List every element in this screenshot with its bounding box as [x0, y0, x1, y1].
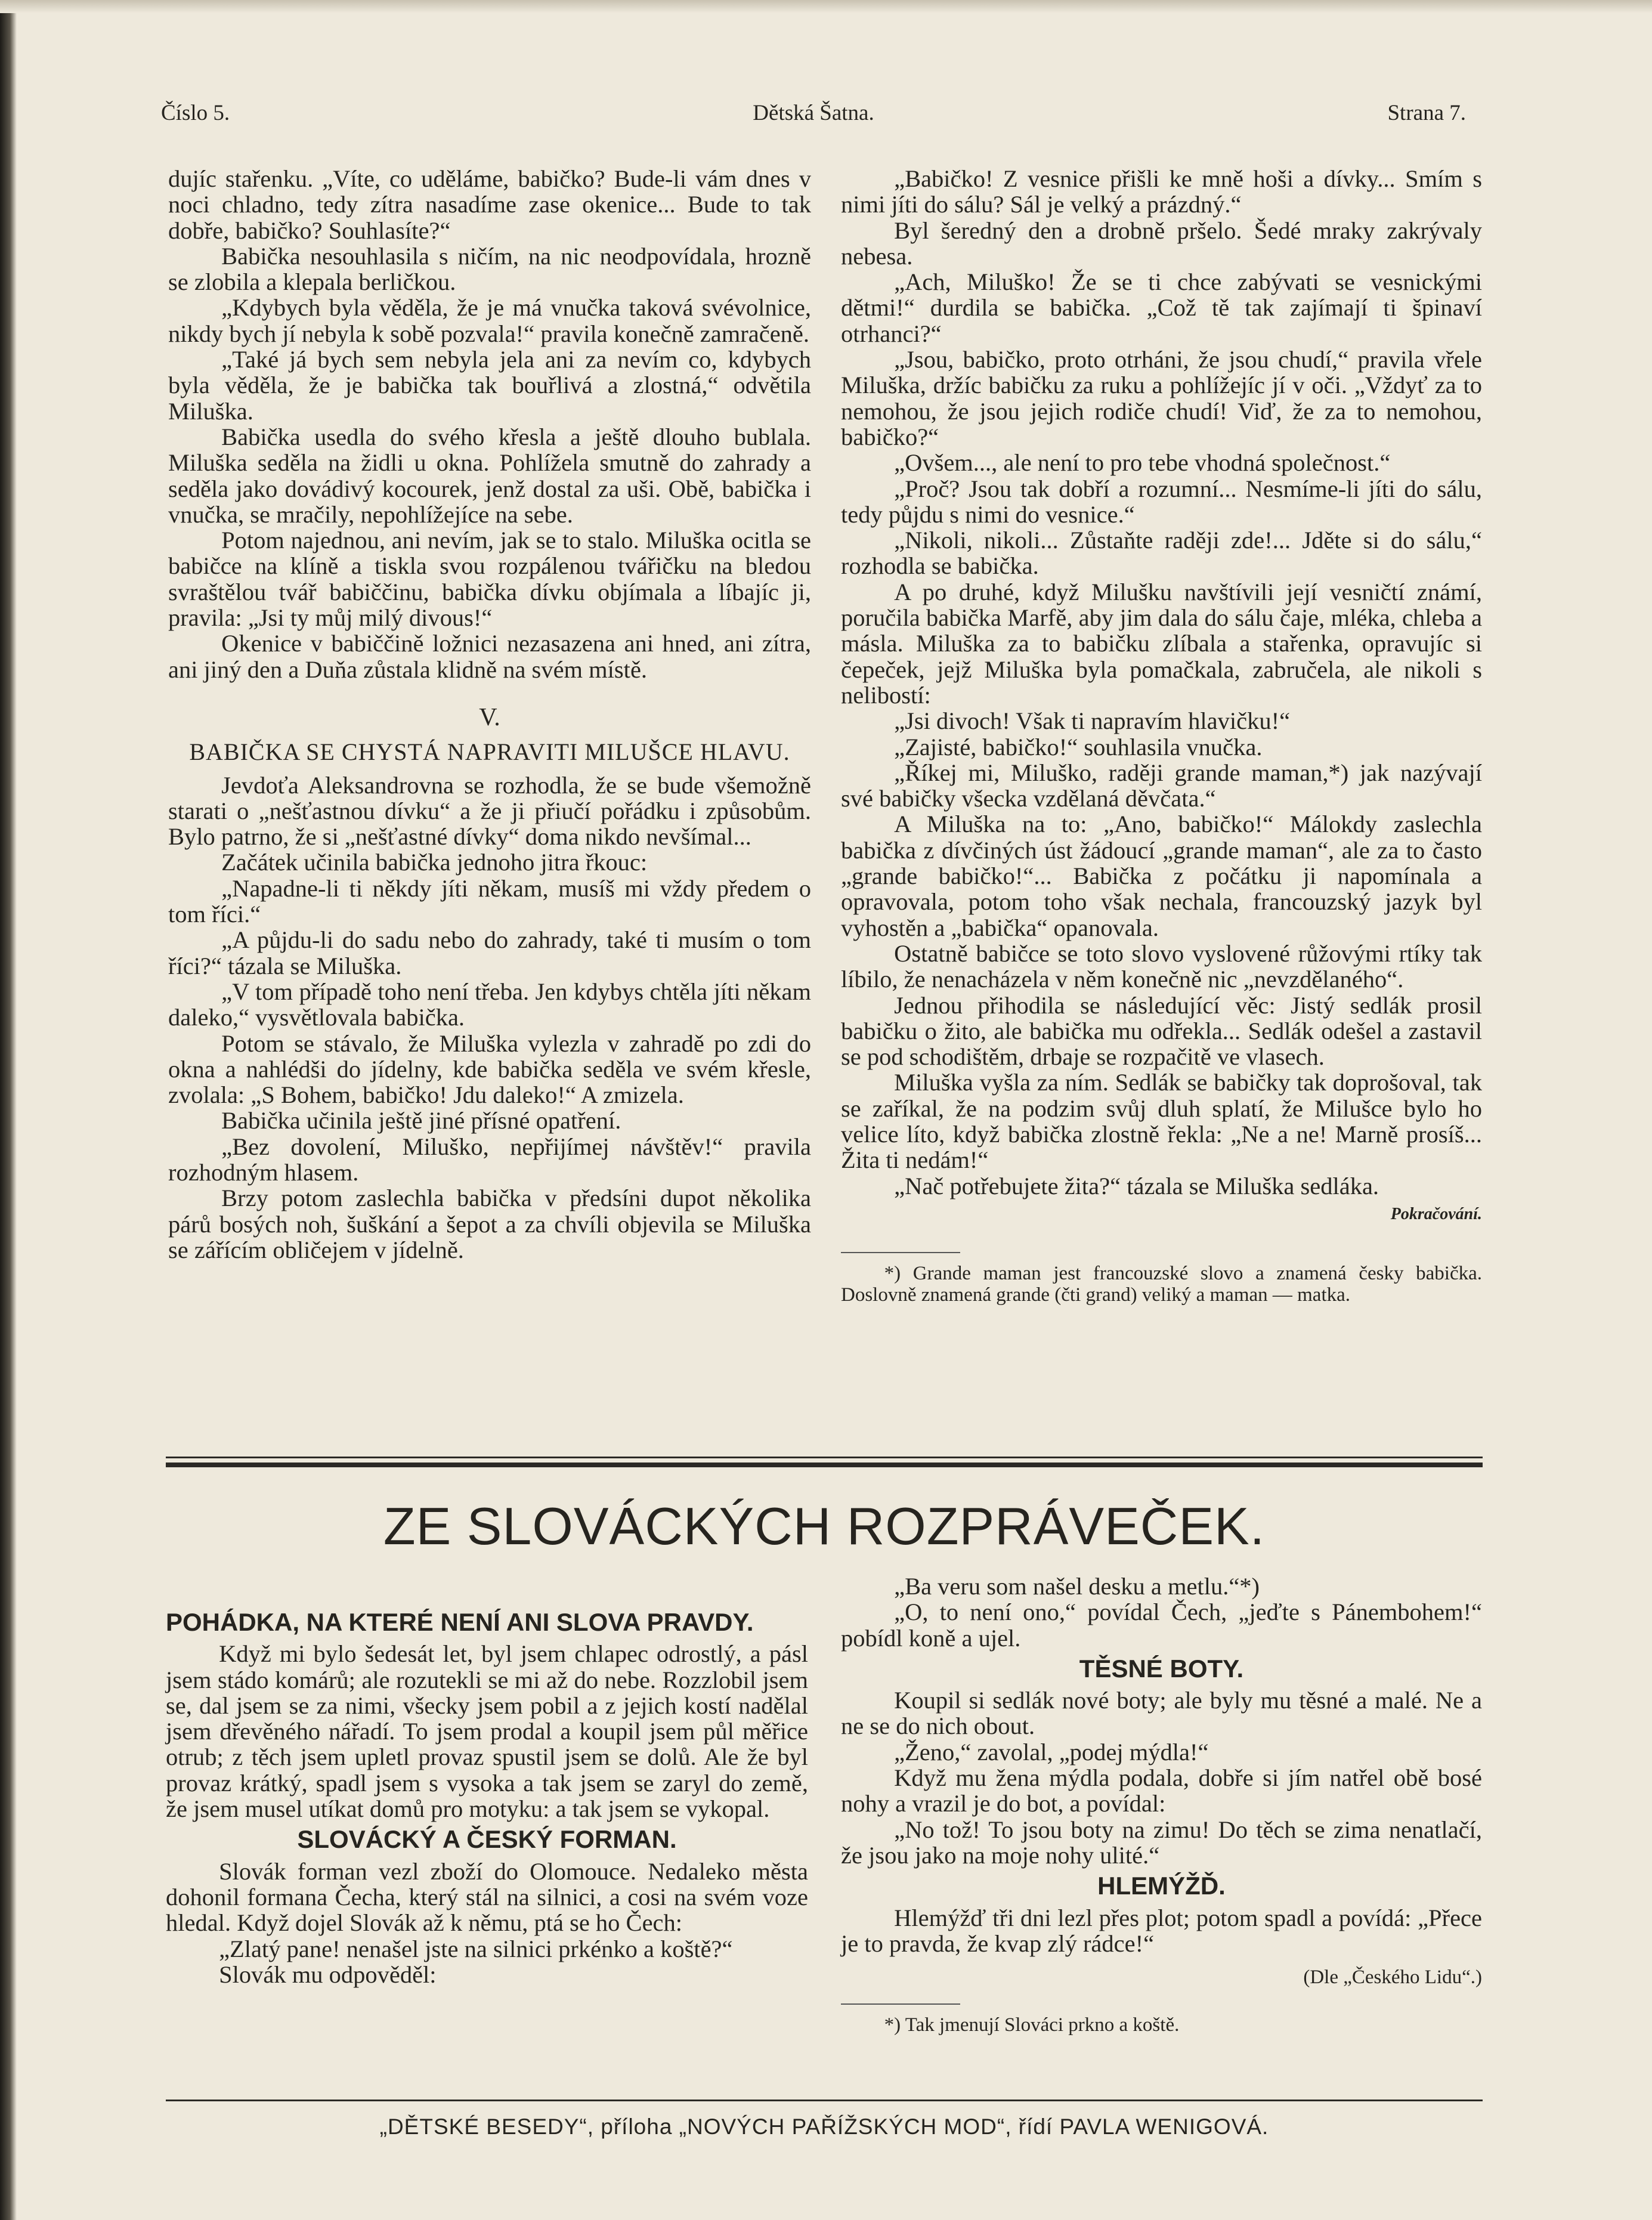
paragraph: „Říkej mi, Miluško, raději grande maman,*) jak nazývají své babičky všecka vzdělaná děvčata.“	[841, 759, 1482, 812]
paragraph: „Ženo,“ zavolal, „podej mýdla!“	[894, 1738, 1209, 1766]
paragraph: Začátek učinila babička jednoho jitra řkouc:	[221, 849, 648, 876]
paragraph: „O, to není ono,“ povídal Čech, „jeďte s Pánembohem!“ pobídl koně a ujel.	[841, 1598, 1482, 1652]
paragraph: dujíc stařenku. „Víte, co uděláme, babičko? Bude-li vám dnes v noci chladno, tedy zítra nasadíme zase okenice... Bude to tak dobře, babičko? Souhlasíte?“	[168, 165, 811, 244]
footer-divider	[166, 2100, 1483, 2101]
paragraph: Potom se stávalo, že Miluška vylezla v zahradě po zdi do okna a nahlédši do jídelny, kde babička seděla ve svém křesle, zvolala: „S Bohem, babičko! Jdu daleko!“ A zmizela.	[168, 1029, 811, 1109]
paragraph: Jevdoťa Aleksandrovna se rozhodla, že se bude všemožně starati o „nešťastnou dívku“ a že ji přiučí pořádku i způsobům. Bylo patrno, že si „nešťastné dívky“ doma nikdo nevšímal...	[168, 771, 811, 851]
paragraph: Babička nesouhlasila s ničím, na nic neodpovídala, hrozně se zlobila a klepala berličkou.	[168, 242, 811, 296]
chapter-title: BABIČKA SE CHYSTÁ NAPRAVITI MILUŠCE HLAVU.	[189, 738, 790, 766]
paragraph: „Ach, Miluško! Že se ti chce zabývati se vesnickými dětmi!“ durdila se babička. „Což tě tak zajímají ti špinaví otrhanci?“	[841, 268, 1482, 347]
paragraph: A Miluška na to: „Ano, babičko!“ Málokdy zaslechla babička z dívčiných úst žádoucí „grande maman“, ale za to často „grande babičko!“... Babička z počátku ji napomínala a opravovala, potom toho však nechala, francouzský jazyk byl vyhostěn a „babička“ opanovala.	[841, 811, 1482, 941]
paragraph: „Ba veru som našel desku a metlu.“*)	[894, 1573, 1260, 1600]
section-divider	[166, 1457, 1483, 1458]
footnote: *) Tak jmenují Slováci prkno a koště.	[884, 2014, 1180, 2036]
header-title: Dětská Šatna.	[753, 101, 874, 125]
paragraph: Okenice v babiččině ložnici nezasazena ani hned, ani zítra, ani jiný den a Duňa zůstala klidně na svém místě.	[168, 630, 811, 683]
page-top-edge	[0, 0, 1652, 13]
paragraph: „Také já bych sem nebyla jela ani za nevím co, kdybych byla věděla, že je babička tak bouřlivá a zlostná,“ odvětila Miluška.	[168, 346, 811, 425]
paragraph: Když mu žena mýdla podala, dobře si jím natřel obě bosé nohy a vrazil je do bot, a povídal:	[841, 1764, 1482, 1817]
paragraph: Koupil si sedlák nové boty; ale byly mu těsné a malé. Ne a ne se do nich obout.	[841, 1687, 1482, 1740]
paragraph: Babička učinila ještě jiné přísné opatření.	[221, 1107, 621, 1134]
footnote-rule	[841, 1252, 960, 1253]
paragraph: „Jsi divoch! Však ti napravím hlavičku!“	[894, 707, 1291, 735]
paragraph: Potom najednou, ani nevím, jak se to stalo. Miluška ocitla se babičce na klíně a tiskla svou rozpálenou tvářičku na bledou svraštělou tvář babiččinu, babička dívku objímala a líbajíc ji, pravila: „Jsi ty můj milý divous!“	[168, 527, 811, 632]
paragraph: „Zlatý pane! nenašel jste na silnici prkénko a koště?“	[219, 1935, 733, 1962]
paragraph: A po druhé, když Milušku navštívili její vesničtí známí, poručila babička Marfě, aby jim dala do sálu čaje, mléka, chleba a másla. Miluška za to babičku zlíbala a stařenka, opravujíc si čepeček, jejž Miluška byla pomačkala, zabručela, ale nikoli s nelibostí:	[841, 578, 1482, 709]
source-credit: (Dle „Českého Lidu“.)	[1303, 1967, 1482, 1989]
story-title: SLOVÁCKÝ A ČESKÝ FORMAN.	[297, 1825, 677, 1854]
section-divider	[166, 1463, 1483, 1467]
page-edge	[0, 0, 17, 2220]
running-header	[161, 100, 1466, 136]
stories-column-right	[841, 1573, 1482, 2036]
paragraph: „Jsou, babičko, proto otrháni, že jsou chudí,“ pravila vřele Miluška, držíc babičku za ruku a pohlížejíc jí v oči. „Vždyť za to nemohou, že jsou jejich rodiče chudí! Viď, že za to nemohou, babičko?“	[841, 346, 1482, 450]
paragraph: „Ovšem..., ale není to pro tebe vhodná společnost.“	[894, 449, 1391, 477]
paragraph: Jednou přihodila se následující věc: Jistý sedlák prosil babičku o žito, ale babička mu odřekla... Sedlák odešel a zastavil se pod schodištěm, drbaje se rozpačitě ve vlasech.	[841, 991, 1482, 1071]
footnote-rule	[841, 2003, 960, 2005]
paragraph: Slovák mu odpověděl:	[219, 1961, 437, 1988]
story-title: TĚSNÉ BOTY.	[1079, 1654, 1244, 1683]
chapter-number: V.	[479, 703, 500, 731]
continued-note: Pokračování.	[1390, 1204, 1482, 1223]
paragraph: Ostatně babičce se toto slovo vyslovené růžovými rtíky tak líbilo, že nenacházela v něm konečně nic „nevzdělaného“.	[841, 939, 1482, 993]
paragraph: Hlemýžď tři dni lezl přes plot; potom spadl a povídá: „Přece je to pravda, že kvap zlý rádce!“	[841, 1904, 1482, 1957]
paragraph: Babička usedla do svého křesla a ještě dlouho bublala. Miluška seděla na židli u okna. Pohlížela smutně do zahrady a seděla jako dovádivý kocourek, jenž dostal za uši. Obě, babička i vnučka, se mračily, nepohlížejíce na sebe.	[168, 423, 811, 528]
footnote: *) Grande maman jest francouzské slovo a znamená česky babička. Doslovně znamená grande (čti grand) veliký a maman — matka.	[841, 1263, 1482, 1306]
paragraph: Brzy potom zaslechla babička v předsíni dupot několika párů bosých noh, šuškání a šepot a za chvíli objevila se Miluška se zářícím obličejem v jídelně.	[168, 1185, 811, 1263]
paragraph: Byl šeredný den a drobně pršelo. Šedé mraky zakrývaly nebesa.	[841, 217, 1482, 270]
header-page-number: Strana 7.	[1387, 101, 1466, 125]
paragraph: „Proč? Jsou tak dobří a rozumní... Nesmíme-li jíti do sálu, tedy půjdu s nimi do vesnice.“	[841, 475, 1482, 528]
header-issue: Číslo 5.	[161, 101, 230, 125]
article-column-right	[841, 166, 1482, 1306]
story-title: POHÁDKA, NA KTERÉ NENÍ ANI SLOVA PRAVDY.	[166, 1608, 754, 1636]
paragraph: „A půjdu-li do sadu nebo do zahrady, také ti musím o tom říci?“ tázala se Miluška.	[168, 926, 811, 979]
paragraph: „V tom případě toho není třeba. Jen kdybys chtěla jíti někam daleko,“ vysvětlovala babička.	[168, 978, 811, 1031]
paragraph: „Babičko! Z vesnice přišli ke mně hoši a dívky... Smím s nimi jíti do sálu? Sál je velký a prázdný.“	[841, 165, 1482, 218]
paragraph: „Kdybych byla věděla, že je má vnučka taková svévolnice, nikdy bych jí nebyla k sobě pozvala!“ pravila konečně zamračeně.	[168, 294, 811, 347]
paragraph: Miluška vyšla za ním. Sedlák se babičky tak doprošoval, tak se zaříkal, že na podzim svůj dluh splatí, že Milušce bylo ho velice líto, když babička zlostně řekla: „Ne a ne! Marně prosíš... Žita ti nedám!“	[841, 1069, 1482, 1174]
paragraph: Když mi bylo šedesát let, byl jsem chlapec odrostlý, a pásl jsem stádo komárů; ale rozutekli se mi až do nebe. Rozzlobil jsem se, dal jsem se za nimi, všecky jsem pobil a z jejich kostí nadělal jsem dřevěného nářadí. To jsem prodal a koupil jsem půl měřice otrub; z těch jsem upletl provaz spustil jsem se dolů. Ale že byl provaz krátký, spadl jsem s vysoka a tak jsem se zaryl do země, že jsem musel utíkat domů pro motyku: a tak jsem se vykopal.	[166, 1640, 808, 1823]
page-footer: „DĚTSKÉ BESEDY“, příloha „NOVÝCH PAŘÍŽSKÝCH MOD“, řídí PAVLA WENIGOVÁ.	[379, 2114, 1269, 2139]
paragraph: „Nikoli, nikoli... Zůstaňte raději zde!... Jděte si do sálu,“ rozhodla se babička.	[841, 527, 1482, 580]
story-title: HLEMÝŽĎ.	[1097, 1872, 1226, 1900]
article-column-left	[168, 166, 811, 1263]
paragraph: Slovák forman vezl zboží do Olomouce. Nedaleko města dohonil formana Čecha, který stál na silnici, a cosi na svém voze hledal. Když dojel Slovák až k němu, ptá se ho Čech:	[166, 1857, 808, 1937]
paragraph: „Bez dovolení, Miluško, nepřijímej návštěv!“ pravila rozhodným hlasem.	[168, 1133, 811, 1186]
paragraph: „Napadne-li ti někdy jíti někam, musíš mi vždy předem o tom říci.“	[168, 874, 811, 928]
paragraph: „Zajisté, babičko!“ souhlasila vnučka.	[894, 733, 1263, 760]
section-banner: ZE SLOVÁCKÝCH ROZPRÁVEČEK.	[383, 1497, 1266, 1556]
paragraph: „No tož! To jsou boty na zimu! Do těch se zima nenatlačí, že jsou jako na moje nohy ulité.“	[841, 1816, 1482, 1869]
stories-column-left	[166, 1604, 808, 1987]
paragraph: „Nač potřebujete žita?“ tázala se Miluška sedláka.	[894, 1172, 1379, 1199]
